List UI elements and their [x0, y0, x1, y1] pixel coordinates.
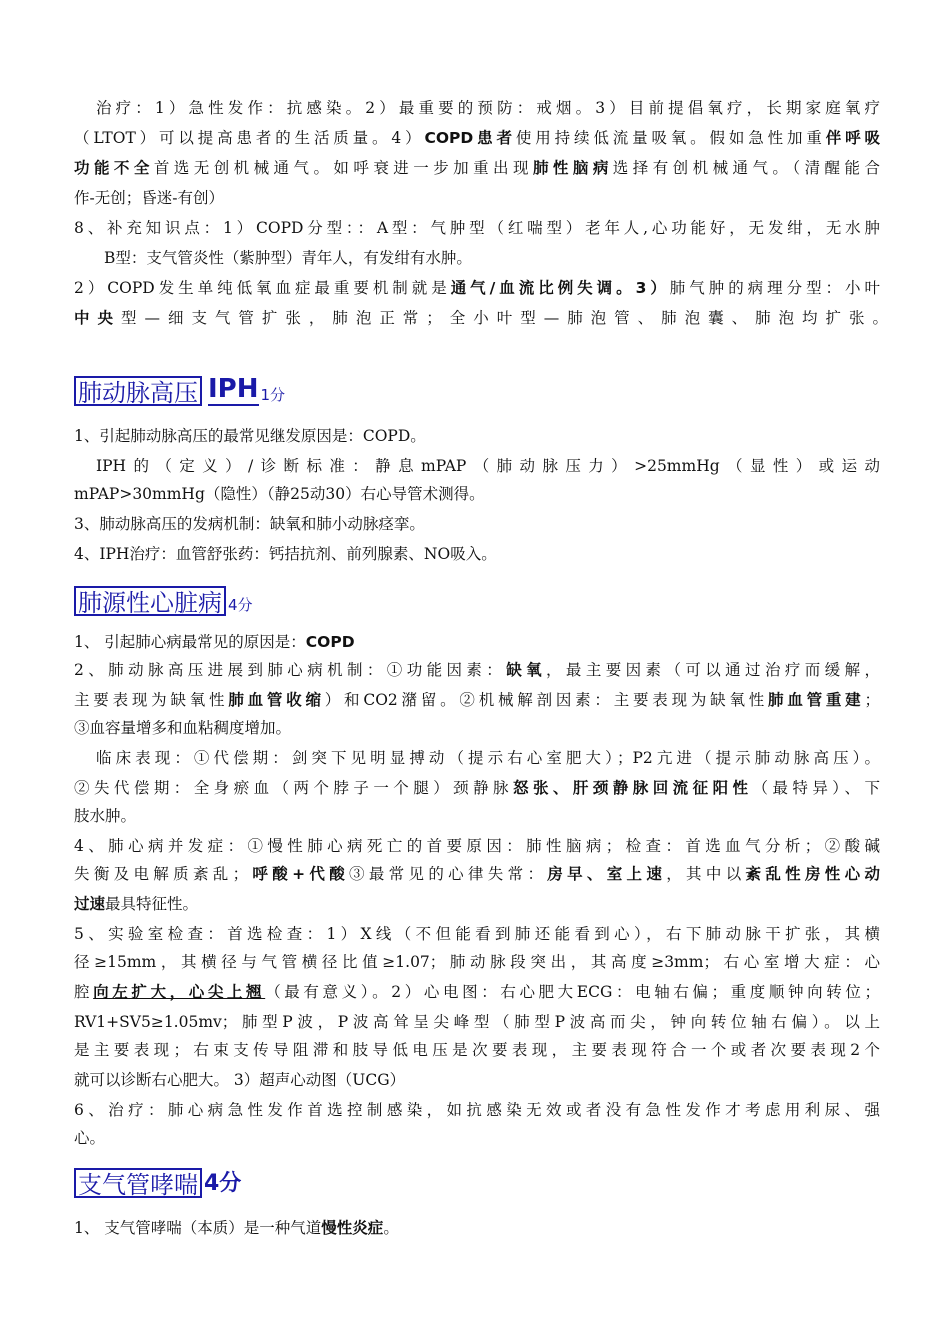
text-line: 失衡及电解质紊乱；呼酸+代酸③最常见的心律失常：房早、室上速，其中以紊乱性房性心动: [74, 865, 880, 883]
section-points: 4分: [228, 596, 253, 614]
section-heading-iph: [74, 372, 285, 406]
text-line: ③血容量增多和血粘稠度增加。: [74, 719, 292, 737]
text-line: 1、 支气管哮喘（本质）是一种气道慢性炎症。: [74, 1219, 399, 1237]
section-heading-asthma: [74, 1164, 241, 1198]
text-line: 2、肺动脉高压进展到肺心病机制：①功能因素：缺氧，最主要因素（可以通过治疗而缓解，: [74, 661, 880, 679]
text-line: 2）COPD发生单纯低氧血症最重要机制就是通气/血流比例失调。3）肺气肿的病理分型：小叶: [74, 279, 880, 297]
text-line: ②失代偿期：全身瘀血（两个脖子一个腿）颈静脉怒张、肝颈静脉回流征阳性（最特异）、下: [74, 779, 880, 797]
section-points: 1分: [260, 386, 286, 404]
text-line: 心。: [74, 1129, 106, 1147]
section-title: 支气管哮喘: [74, 1168, 202, 1198]
text-line: 肢水肿。: [74, 807, 137, 825]
text-line: 临床表现：①代偿期：剑突下见明显搏动（提示右心室肥大）；P2亢进（提示肺动脉高压）。: [96, 749, 880, 767]
text-line: RV1+SV5≥1.05mv；肺型P波，P波高耸呈尖峰型（肺型P波高而尖，钟向转位轴右偏）。以上: [74, 1013, 880, 1031]
text-line: 功能不全首选无创机械通气。如呼衰进一步加重出现肺性脑病选择有创机械通气。（清醒能合: [74, 159, 880, 177]
text-line: 5、实验室检查：首选检查：1）X线（不但能看到肺还能看到心），右下肺动脉干扩张，其横: [74, 925, 880, 943]
section-points: 4分: [204, 1171, 242, 1196]
text-line: 径≥15mm，其横径与气管横径比值≥1.07；肺动脉段突出，其高度≥3mm；右心室增大症：心: [74, 953, 880, 971]
section-title: 肺动脉高压: [74, 376, 202, 406]
text-line: 4、肺心病并发症：①慢性肺心病死亡的首要原因：肺性脑病；检查：首选血气分析；②酸碱: [74, 837, 880, 855]
section-abbr: IPH: [208, 374, 259, 404]
text-line: 作-无创；昏迷-有创）: [74, 189, 224, 207]
text-line: 腔向左扩大，心尖上翘（最有意义）。2）心电图：右心肥大ECG：电轴右偏；重度顺钟向转位；: [74, 983, 880, 1001]
text-line: IPH的（定义）/诊断标准：静息mPAP（肺动脉压力）>25mmHg（显性）或运动: [96, 457, 880, 475]
text-line: 主要表现为缺氧性肺血管收缩）和CO2潴留。②机械解剖因素：主要表现为缺氧性肺血管重建；: [74, 691, 880, 709]
text-line: 8、补充知识点：1）COPD分型：：A型：气肿型（红喘型）老年人,心功能好，无发绀，无水肿: [74, 219, 880, 237]
text-line: 过速最具特征性。: [74, 895, 199, 913]
text-line: 治疗：1）急性发作：抗感染。2）最重要的预防：戒烟。3）目前提倡氧疗，长期家庭氧疗: [96, 99, 880, 117]
text-line: 是主要表现；右束支传导阻滞和肢导低电压是次要表现，主要表现符合一个或者次要表现2个: [74, 1041, 880, 1059]
section-title: 肺源性心脏病: [74, 586, 226, 616]
section-heading-cor-pulmonale: [74, 582, 253, 616]
text-line: 3、肺动脉高压的发病机制：缺氧和肺小动脉痉挛。: [74, 515, 425, 533]
text-line: B型：支气管炎性（紫肿型）青年人，有发绀有水肿。: [104, 249, 472, 267]
text-line: 4、IPH治疗：血管舒张药：钙拮抗剂、前列腺素、NO吸入。: [74, 545, 497, 563]
text-line: 中央型—细支气管扩张，肺泡正常；全小叶型—肺泡管、肺泡囊、肺泡均扩张。: [74, 309, 888, 327]
text-line: 1、 引起肺心病最常见的原因是：COPD: [74, 633, 355, 651]
text-line: （LTOT）可以提高患者的生活质量。4）COPD患者使用持续低流量吸氧。假如急性加重伴呼吸: [74, 129, 880, 147]
text-line: 6、治疗：肺心病急性发作首选控制感染，如抗感染无效或者没有急性发作才考虑用利尿、强: [74, 1101, 880, 1119]
text-line: mPAP>30mmHg（隐性）（静25动30）右心导管术测得。: [74, 485, 485, 503]
text-line: 1、引起肺动脉高压的最常见继发原因是：COPD。: [74, 427, 426, 445]
text-line: 就可以诊断右心肥大。 3）超声心动图（UCG）: [74, 1071, 406, 1089]
